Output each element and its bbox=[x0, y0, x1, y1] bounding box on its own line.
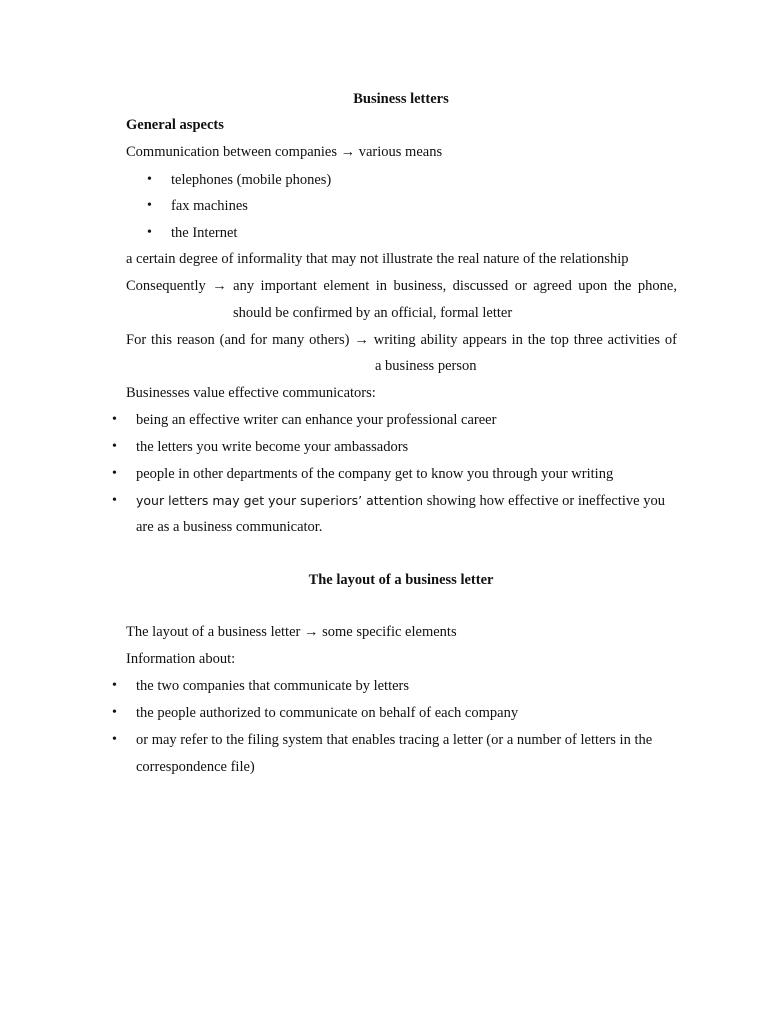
bullet-marker: • bbox=[112, 732, 117, 747]
reason-line-2: a business person bbox=[375, 358, 477, 374]
communication-intro: Communication between companies → various means bbox=[126, 144, 443, 160]
value-intro: Businesses value effective communicators: bbox=[126, 385, 376, 401]
layout-point-companies: the two companies that communicate by letters bbox=[136, 678, 410, 694]
section-heading-general-aspects: General aspects bbox=[126, 117, 224, 133]
means-item-internet: the Internet bbox=[171, 225, 238, 241]
value-point-superiors-part1: your letters may get your superiors’ attention bbox=[136, 493, 424, 508]
bullet-marker: • bbox=[112, 412, 117, 427]
layout-intro: The layout of a business letter → some specific elements bbox=[126, 624, 457, 640]
bullet-marker: • bbox=[147, 198, 152, 213]
value-point-superiors-line-2: are as a business communicator. bbox=[136, 519, 323, 535]
layout-point-people: the people authorized to communicate on behalf of each company bbox=[136, 705, 519, 721]
bullet-marker: • bbox=[147, 172, 152, 187]
value-point-career: being an effective writer can enhance your professional career bbox=[136, 412, 497, 428]
value-point-departments: people in other departments of the company get to know you through your writing bbox=[136, 466, 614, 482]
section-heading-layout: The layout of a business letter bbox=[308, 572, 494, 588]
bullet-marker: • bbox=[112, 678, 117, 693]
layout-point-filing: or may refer to the filing system that enables tracing a letter (or a number of letters in the bbox=[136, 732, 653, 748]
value-point-superiors-part2: showing how effective or ineffective you bbox=[423, 493, 665, 509]
means-item-telephones: telephones (mobile phones) bbox=[171, 172, 332, 188]
bullet-marker: • bbox=[112, 705, 117, 720]
bullet-marker: • bbox=[147, 225, 152, 240]
document-title: Business letters bbox=[353, 91, 449, 107]
consequently-line-1: Consequently → any important element in business, discussed or agreed upon the phone, bbox=[126, 278, 677, 294]
consequently-line-2: should be confirmed by an official, formal letter bbox=[233, 305, 513, 321]
layout-point-filing-line-2: correspondence file) bbox=[136, 759, 255, 775]
reason-line-1: For this reason (and for many others) → writing ability appears in the top three activities of bbox=[126, 332, 677, 348]
means-item-fax: fax machines bbox=[171, 198, 248, 214]
bullet-marker: • bbox=[112, 439, 117, 454]
informality-text: a certain degree of informality that may not illustrate the real nature of the relationship bbox=[126, 251, 629, 267]
bullet-marker: • bbox=[112, 493, 117, 508]
value-point-ambassadors: the letters you write become your ambassadors bbox=[136, 439, 409, 455]
information-intro: Information about: bbox=[126, 651, 236, 667]
value-point-superiors bbox=[136, 492, 665, 510]
bullet-marker: • bbox=[112, 466, 117, 481]
